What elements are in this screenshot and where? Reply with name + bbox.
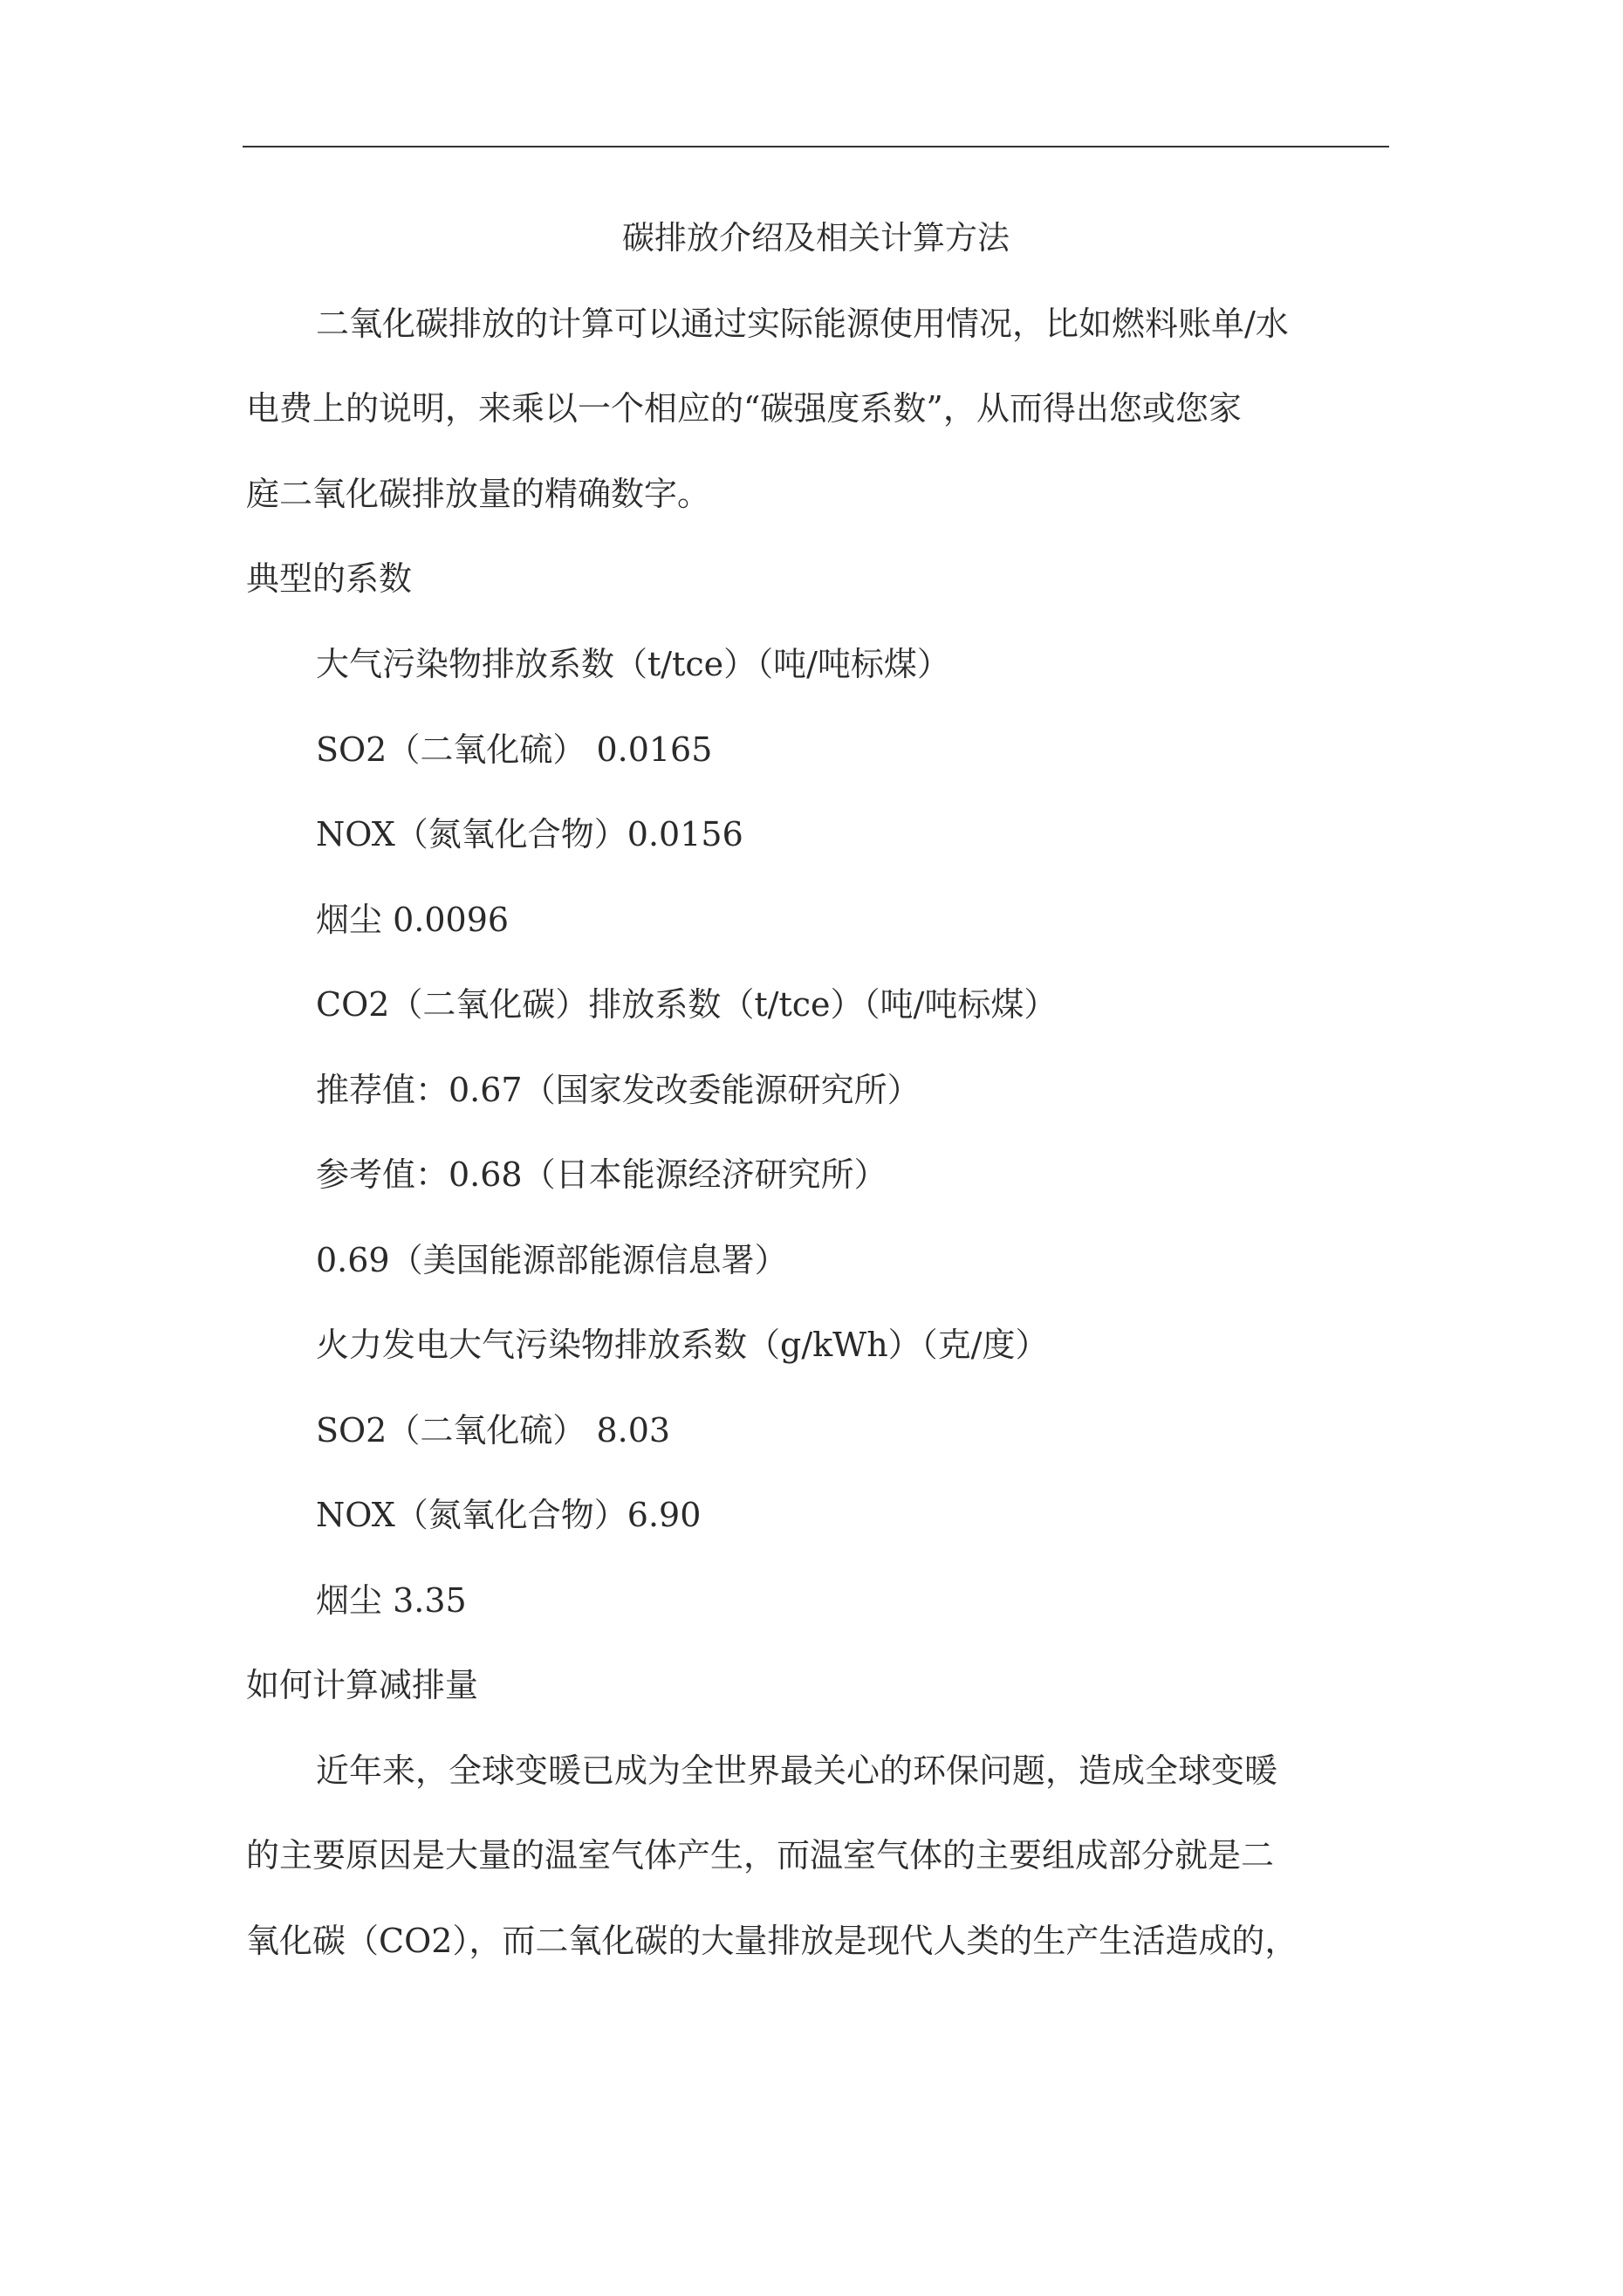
coefficient-line: SO2（二氧化硫） 8.03 <box>316 1411 671 1450</box>
intro-line-2: 电费上的说明，来乘以一个相应的“碳强度系数”，从而得出您或您家 <box>246 389 1242 428</box>
coefficient-line: 火力发电大气污染物排放系数（g/kWh）（克/度） <box>316 1326 1049 1364</box>
document-title: 碳排放介绍及相关计算方法 <box>622 219 1010 257</box>
section-heading-typical-coefficients: 典型的系数 <box>246 559 413 598</box>
reduction-line-2: 的主要原因是大量的温室气体产生，而温室气体的主要组成部分就是二 <box>246 1836 1275 1874</box>
coefficient-line: 烟尘 3.35 <box>316 1581 467 1620</box>
coefficient-line: 烟尘 0.0096 <box>316 901 510 939</box>
intro-line-1: 二氧化碳排放的计算可以通过实际能源使用情况，比如燃料账单/水 <box>316 305 1289 343</box>
coefficient-line: NOX（氮氧化合物）0.0156 <box>316 815 743 853</box>
coefficient-line: 0.69（美国能源部能源信息署） <box>316 1241 788 1279</box>
coefficient-line: 大气污染物排放系数（t/tce）（吨/吨标煤） <box>316 645 950 683</box>
intro-line-3: 庭二氧化碳排放量的精确数字。 <box>246 475 711 513</box>
coefficient-line: CO2（二氧化碳）排放系数（t/tce）（吨/吨标煤） <box>316 985 1058 1024</box>
coefficient-line: NOX（氮氧化合物）6.90 <box>316 1496 702 1534</box>
coefficient-line: 推荐值：0.67（国家发改委能源研究所） <box>316 1071 921 1109</box>
reduction-line-3: 氧化碳（CO2），而二氧化碳的大量排放是现代人类的生产生活造成的， <box>246 1922 1298 1960</box>
coefficient-line: 参考值：0.68（日本能源经济研究所） <box>316 1155 887 1194</box>
reduction-line-1: 近年来，全球变暖已成为全世界最关心的环保问题，造成全球变暖 <box>316 1751 1278 1790</box>
header-rule <box>243 146 1389 147</box>
coefficient-line: SO2（二氧化硫） 0.0165 <box>316 730 713 769</box>
section-heading-reduction: 如何计算减排量 <box>246 1666 479 1704</box>
